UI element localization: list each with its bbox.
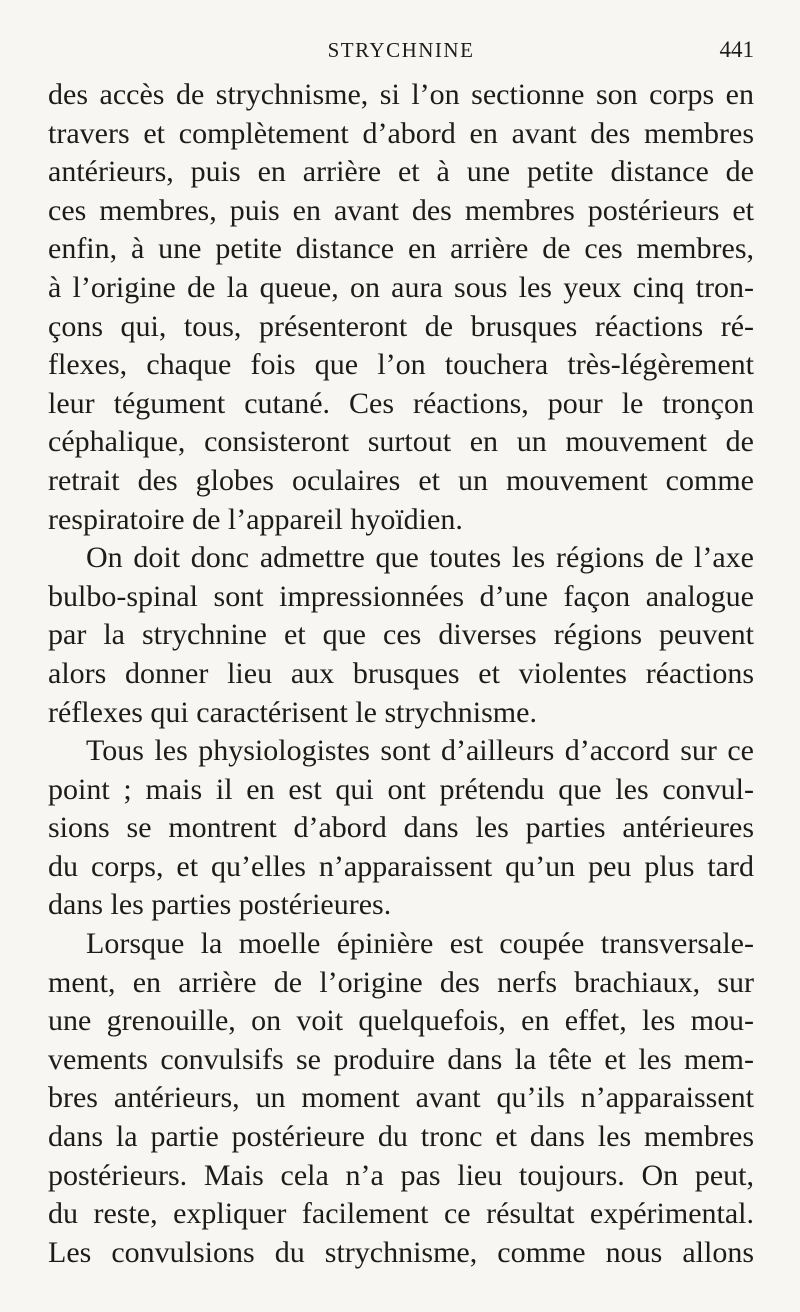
text-line: Lorsque la moelle épinière est coupée transversale- <box>86 927 754 961</box>
text-line: travers et complètement d’abord en avant des membres <box>48 116 754 150</box>
text-line: par la strychnine et que ces diverses régions peuvent <box>48 618 754 652</box>
text-line: ment, en arrière de l’origine des nerfs brachiaux, sur <box>48 965 754 999</box>
running-title: STRYCHNINE <box>327 38 475 62</box>
text-line: antérieurs, puis en arrière et à une petite distance de <box>48 155 754 189</box>
text-line: sions se montrent d’abord dans les parties antérieures <box>48 811 754 845</box>
text-line: Tous les physiologistes sont d’ailleurs d’accord sur ce <box>86 734 754 768</box>
text-line: dans les parties postérieures. <box>48 888 392 922</box>
body-text <box>48 76 754 1272</box>
text-line: postérieurs. Mais cela n’a pas lieu toujours. On peut, <box>48 1158 754 1192</box>
text-line: retrait des globes oculaires et un mouvement comme <box>48 463 754 497</box>
page-number: 441 <box>719 37 754 62</box>
text-line: réflexes qui caractérisent le strychnisme. <box>48 695 537 729</box>
text-line: à l’origine de la queue, on aura sous les yeux cinq tron- <box>48 270 754 304</box>
text-line: enfin, à une petite distance en arrière de ces membres, <box>48 232 754 266</box>
text-line: du reste, expliquer facilement ce résultat expérimental. <box>48 1197 754 1231</box>
running-head <box>48 34 754 66</box>
text-line: leur tégument cutané. Ces réactions, pour le tronçon <box>48 386 754 420</box>
text-line: alors donner lieu aux brusques et violentes réactions <box>48 656 754 690</box>
text-line: du corps, et qu’elles n’apparaissent qu’un peu plus tard <box>48 849 754 883</box>
text-line: bulbo-spinal sont impressionnées d’une façon analogue <box>48 579 754 613</box>
text-line: point ; mais il en est qui ont prétendu que les convul- <box>48 772 754 806</box>
text-line: dans la partie postérieure du tronc et dans les membres <box>48 1120 754 1154</box>
text-line: ces membres, puis en avant des membres postérieurs et <box>48 193 754 227</box>
text-line: çons qui, tous, présenteront de brusques réactions ré- <box>48 309 754 343</box>
text-line: bres antérieurs, un moment avant qu’ils n’apparaissent <box>48 1081 754 1115</box>
text-line: vements convulsifs se produire dans la tête et les mem- <box>48 1042 754 1076</box>
text-line: flexes, chaque fois que l’on touchera très-légèrement <box>48 348 754 382</box>
text-line: On doit donc admettre que toutes les régions de l’axe <box>86 541 754 575</box>
text-line: respiratoire de l’appareil hyoïdien. <box>48 502 463 536</box>
text-line: céphalique, consisteront surtout en un mouvement de <box>48 425 754 459</box>
text-line: Les convulsions du strychnisme, comme nous allons <box>48 1235 754 1269</box>
text-line: des accès de strychnisme, si l’on sectionne son corps en <box>48 78 754 111</box>
text-line: une grenouille, on voit quelquefois, en effet, les mou- <box>48 1004 754 1038</box>
